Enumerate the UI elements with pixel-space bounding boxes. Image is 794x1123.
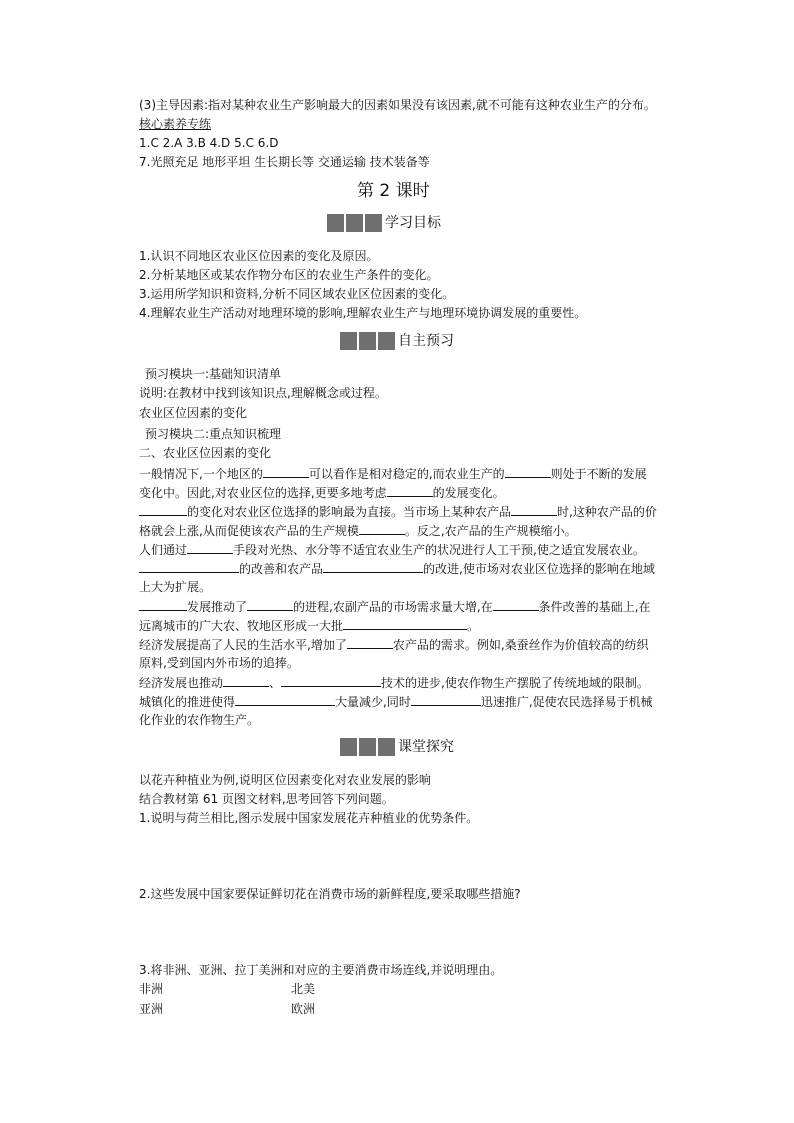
explore-intro: 以花卉种植业为例,说明区位因素变化对农业发展的影响 bbox=[139, 773, 431, 787]
fill-blank-paragraph-3c: 上大为扩展。 bbox=[139, 580, 212, 594]
blank[interactable] bbox=[347, 636, 393, 649]
explore-instruction: 结合教材第 61 页图文材料,思考回答下列问题。 bbox=[139, 792, 394, 806]
blank[interactable] bbox=[387, 484, 433, 497]
blank[interactable] bbox=[139, 560, 239, 573]
blank[interactable] bbox=[139, 503, 187, 516]
fill-blank-paragraph-3b: 的改善和农产品 的改进,使市场对农业区位选择的影响在地域 bbox=[139, 560, 655, 577]
fill-blank-paragraph-5a: 经济发展提高了人民的生活水平,增加了 农产品的需求。例如,桑蚕丝作为价值较高的纺织 bbox=[139, 638, 649, 652]
fill-blank-paragraph-4a: 发展推动了 的进程,农副产品的市场需求量大增,在 条件改善的基础上,在 bbox=[139, 598, 650, 615]
blank[interactable] bbox=[505, 465, 551, 478]
fill-blank-paragraph-2b: 格就会上涨,从而促使该农产品的生产规模 。反之,农产品的生产规模缩小。 bbox=[139, 524, 577, 538]
blank[interactable] bbox=[359, 522, 405, 535]
preview-subhead: 二、农业区位因素的变化 bbox=[139, 446, 272, 460]
section-decoration bbox=[327, 214, 382, 232]
section-objectives-label: 学习目标 bbox=[385, 215, 441, 231]
region-africa: 非洲 bbox=[139, 982, 164, 996]
fill-blank-paragraph-5b: 原料,受到国内外市场的追捧。 bbox=[139, 656, 299, 670]
fill-blank-paragraph-6: 经济发展也推动 、 技术的进步,使农作物生产摆脱了传统地域的限制。 bbox=[139, 676, 649, 690]
section-decoration bbox=[340, 332, 395, 350]
objective-4: 4.理解农业生产活动对地理环境的影响,理解农业生产与地理环境协调发展的重要性。 bbox=[139, 306, 587, 320]
lesson-title: 第 2 课时 bbox=[357, 181, 430, 201]
preview-module-1: 预习模块一:基础知识清单 bbox=[145, 367, 282, 381]
fill-blank-paragraph-7a: 城镇化的推进使得 大量减少,同时 迅速推广,促使农民选择易于机械 bbox=[139, 695, 653, 709]
blank[interactable] bbox=[263, 465, 309, 478]
fill-blank-paragraph-3a: 人们通过 手段对光热、水分等不适宜农业生产的状况进行人工干预,使之适宜发展农业。 bbox=[139, 543, 645, 557]
blank[interactable] bbox=[511, 503, 557, 516]
market-north-america: 北美 bbox=[291, 982, 316, 996]
preview-topic: 农业区位因素的变化 bbox=[139, 406, 248, 420]
preview-module-2: 预习模块二:重点知识梳理 bbox=[145, 427, 282, 441]
objective-3: 3.运用所学知识和资料,分析不同区域农业区位因素的变化。 bbox=[139, 287, 455, 301]
section-objectives bbox=[327, 214, 441, 232]
section-explore-label: 课堂探究 bbox=[398, 739, 454, 755]
fill-blank-paragraph-1a: 一般情况下,一个地区的 可以看作是相对稳定的,而农业生产的 则处于不断的发展 bbox=[139, 467, 647, 481]
question-2: 2.这些发展中国家要保证鲜切花在消费市场的新鲜程度,要采取哪些措施? bbox=[139, 887, 521, 901]
objective-1: 1.认识不同地区农业区位因素的变化及原因。 bbox=[139, 249, 379, 263]
blank[interactable] bbox=[139, 598, 187, 611]
blank[interactable] bbox=[411, 693, 481, 706]
blank[interactable] bbox=[247, 598, 293, 611]
blank[interactable] bbox=[235, 693, 335, 706]
blank[interactable] bbox=[493, 598, 539, 611]
objective-2: 2.分析某地区或某农作物分布区的农业生产条件的变化。 bbox=[139, 268, 439, 282]
region-asia: 亚洲 bbox=[139, 1002, 164, 1016]
core-literacy-heading: 核心素养专练 bbox=[139, 117, 212, 131]
market-europe: 欧洲 bbox=[291, 1002, 316, 1016]
section-preview-label: 自主预习 bbox=[398, 333, 454, 349]
answer-key: 1.C 2.A 3.B 4.D 5.C 6.D bbox=[139, 136, 279, 150]
blank[interactable] bbox=[343, 617, 467, 630]
fill-blank-paragraph-2a: 的变化对农业区位选择的影响最为直接。当市场上某种农产品 时,这种农产品的价 bbox=[139, 503, 657, 520]
section-preview bbox=[340, 332, 454, 350]
question-1: 1.说明与荷兰相比,图示发展中国家发展花卉种植业的优势条件。 bbox=[139, 811, 479, 825]
section-explore bbox=[340, 738, 454, 756]
blank[interactable] bbox=[187, 541, 233, 554]
fill-blank-paragraph-7b: 化作业的农作物生产。 bbox=[139, 713, 260, 727]
question-3: 3.将非洲、亚洲、拉丁美洲和对应的主要消费市场连线,并说明理由。 bbox=[139, 963, 503, 977]
principal-factor-text: (3)主导因素:指对某种农业生产影响最大的因素如果没有该因素,就不可能有这种农业生产的分布。 bbox=[139, 98, 656, 112]
fill-blank-paragraph-4b: 远离城市的广大农、牧地区形成一大批 。 bbox=[139, 619, 480, 633]
blank[interactable] bbox=[323, 560, 423, 573]
preview-note: 说明:在教材中找到该知识点,理解概念或过程。 bbox=[139, 386, 387, 400]
blank[interactable] bbox=[281, 674, 381, 687]
fill-blank-paragraph-1b: 变化中。因此,对农业区位的选择,更要多地考虑 的发展变化。 bbox=[139, 486, 505, 500]
section-decoration bbox=[340, 738, 395, 756]
question-7-answer: 7.光照充足 地形平坦 生长期长等 交通运输 技术装备等 bbox=[139, 155, 430, 169]
blank[interactable] bbox=[223, 674, 269, 687]
